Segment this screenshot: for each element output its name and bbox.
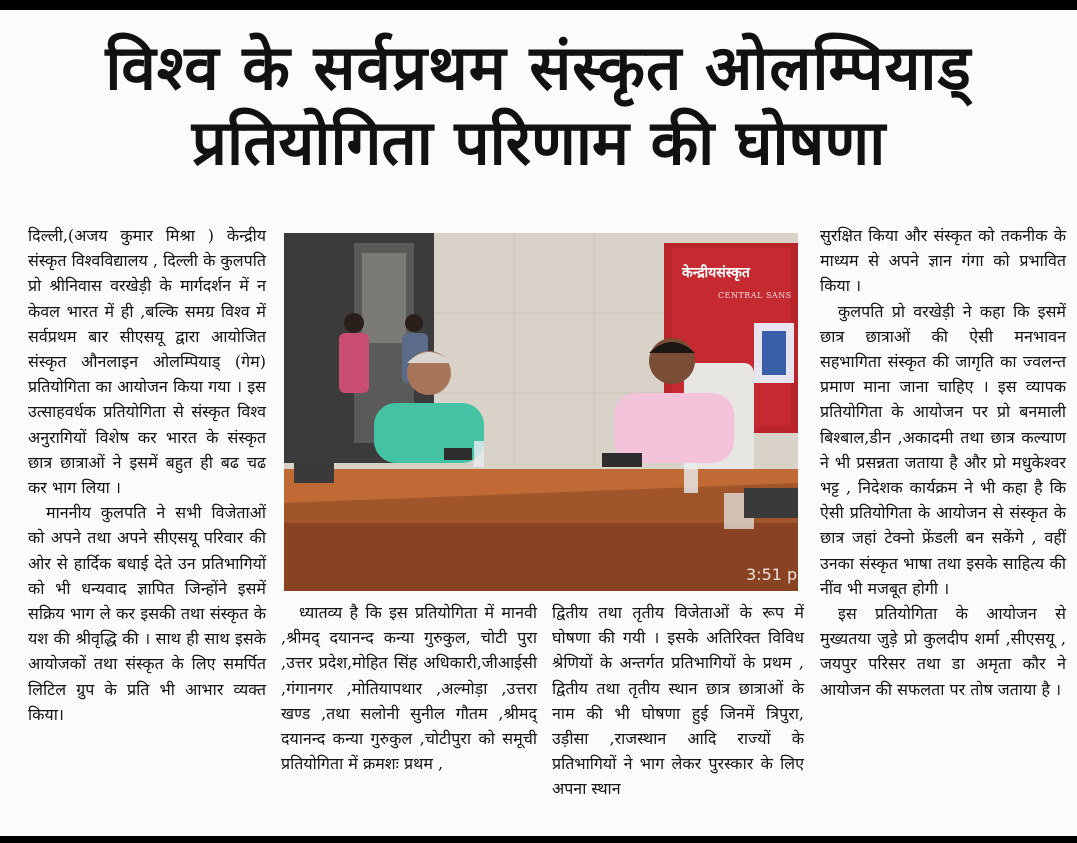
sign-subtext: CENTRAL SANS bbox=[718, 291, 792, 300]
col1-paragraph-1: दिल्ली,(अजय कुमार मिश्रा ) केन्द्रीय संस्कृत विश्वविद्यालय , दिल्ली के कुलपति प्रो श्रीनिवास वरखेड़ी के मार्गदर्शन में न केवल भारत में ही ,बल्कि समग्र विश्व में सर्वप्रथम बार सीएसयू द्वारा आयोजित संस्कृत औनलाइन ओलम्पियाड् (गेम) प्रतियोगिता का आयोजन किया गया । इस उत्साहवर्धक प्रतियोगिता से संस्कृत विश्व अनुरागियों विशेष कर भारत के संस्कृत छात्र छात्राओं ने इसमें बहुत ही बढ चढ कर भाग लिया । bbox=[28, 226, 266, 498]
headline-line-1: विश्व के सर्वप्रथम संस्कृत ओलम्पियाड् bbox=[105, 31, 972, 104]
col2-paragraph-1: ध्यातव्य है कि इस प्रतियोगिता में मानवी ,श्रीमद् दयानन्द कन्या गुरुकुल, चोटी पुरा ,उत्तर प्रदेश,मोहित सिंह अधिकारी,जीआईसी ,गंगानगर ,मोतियापथार ,अल्मोड़ा ,उत्तरा खण्ड ,तथा सलोनी सुनील गौतम ,श्रीमद् दयानन्द कन्या गुरुकुल ,चोटीपुरा को समूची प्रतियोगिता में क्रमशः प्रथम , bbox=[281, 603, 537, 774]
headline-line-2: प्रतियोगिता परिणाम की घोषणा bbox=[191, 106, 886, 180]
article-column-3 bbox=[552, 600, 804, 802]
bottom-border bbox=[0, 836, 1077, 843]
meeting-photo-illustration bbox=[284, 233, 798, 591]
col1-paragraph-2: माननीय कुलपति ने सभी विजेताओं को अपने तथा अपने सीएसयू परिवार की ओर से हार्दिक बधाई देते उन प्रतिभागियों को भी धन्यवाद ज्ञापित जिन्होंने इसमें सक्रिय भाग ले कर इसकी तथा संस्कृत के यश की श्रीवृद्धि की । साथ ही साथ इसके आयोजकों तथा संस्कृत के लिए समर्पित लिटिल ग्रुप के प्रति भी आभार व्यक्त किया। bbox=[28, 503, 266, 724]
newspaper-clipping bbox=[0, 10, 1077, 836]
article-column-1 bbox=[28, 223, 266, 727]
col3-paragraph-1: द्वितीय तथा तृतीय विजेताओं के रूप में घोषणा की गयी । इसके अतिरिक्त विविध श्रेणियों के अन्तर्गत प्रतिभागियों के प्रथम , द्वितीय तथा तृतीय स्थान छात्र छात्राओं के नाम की भी घोषणा हुई जिनमें त्रिपुरा, उड़ीसा ,राजस्थान आदि राज्यों के प्रतिभागियों ने भाग लेकर पुरस्कार के लिए अपना स्थान bbox=[552, 603, 804, 799]
article-column-4 bbox=[820, 223, 1066, 702]
col4-paragraph-2: कुलपति प्रो वरखेड़ी ने कहा कि इसमें छात्र छात्राओं की ऐसी मनभावन सहभागिता संस्कृत की जागृति का ज्वलन्त प्रमाण माना जाना चाहिए । इस व्यापक प्रतियोगिता के आयोजन पर प्रो बनमाली बिश्बाल,डीन ,अकादमी तथा छात्र कल्याण ने भी प्रसन्नता जताया है और प्रो मधुकेश्वर भट्ट , निदेशक कार्यक्रम ने भी कहा है कि ऐसी प्रतियोगिता के आयोजन से संस्कृत के छात्र जहां टेक्नो फ्रेंडली बन सकेंगे , वहीं उनका संस्कृत भाषा तथा इसके साहित्य की नींव भी मजबूत होगी । bbox=[820, 301, 1066, 598]
col4-paragraph-3: इस प्रतियोगिता के आयोजन से मुख्यतया जुड़े प्रो कुलदीप शर्मा ,सीएसयू , जयपुर परिसर तथा डा अमृता कौर ने आयोजन की सफलता पर तोष जताया है । bbox=[820, 604, 1066, 699]
sign-text: केन्द्रीयसंस्कृत bbox=[682, 265, 750, 281]
article-column-2 bbox=[281, 600, 537, 776]
meeting-photo bbox=[284, 233, 798, 591]
photo-timestamp: 3:51 p bbox=[746, 565, 798, 584]
headline bbox=[0, 32, 1077, 179]
col4-paragraph-1: सुरक्षित किया और संस्कृत को तकनीक के माध्यम से अपने ज्ञान गंगा को प्रभावित किया । bbox=[820, 226, 1066, 296]
